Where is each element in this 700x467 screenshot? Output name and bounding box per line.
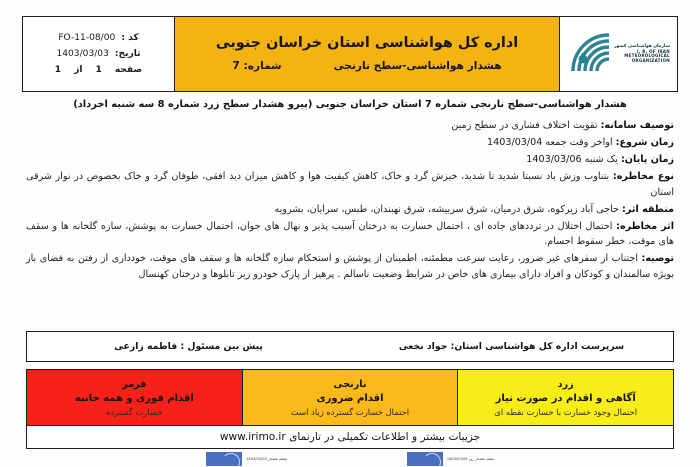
field-label: نوع مخاطره: (612, 171, 674, 183)
field-value: تقویت اختلاف فشاری در سطح زمین (451, 120, 598, 131)
field-system-description (26, 118, 674, 134)
page-of-label: از (74, 65, 83, 75)
irimo-website-link[interactable]: www.irimo.ir (219, 431, 286, 443)
director-signature: سرپرست اداره کل هواشناسی استان: جواد نخعی (398, 341, 625, 352)
field-hazard-type (26, 169, 674, 200)
thumbnail-caption: نقشه هشدار روز 1403/03/04 (446, 457, 494, 461)
warning-body (26, 99, 674, 284)
page-current: 1 (95, 65, 102, 75)
organization-title: اداره کل هواشناسی استان خراسان جنوبی (215, 34, 519, 51)
warning-number-value: 7 (232, 59, 240, 72)
document-code-label: کد : (121, 33, 139, 43)
field-label: زمان شروع: (615, 137, 674, 149)
header-title-cell (175, 17, 559, 91)
footer-note (220, 431, 480, 443)
thumbnail-caption: نقشه هشدار 1403/03/03 (246, 457, 287, 461)
header-meta-cell (23, 17, 175, 91)
logo-en-line3: ORGANIZATION (631, 57, 670, 63)
field-value: بتناوب وزش باد نسبتا شدید تا شدید، خیزش گرد و خاک، کاهش کیفیت هوا و کاهش میزان دید افقی، طوفان گرد و خاک بخصوص در نوار شرقی استان (26, 171, 674, 198)
level-yellow (458, 370, 673, 425)
document-date-line (56, 49, 140, 59)
footer-bar (26, 426, 674, 449)
document-header (22, 16, 678, 92)
field-hazard-impact (26, 219, 674, 250)
document-date-value: 1403/03/03 (56, 49, 109, 59)
meteorological-organization-icon (567, 29, 613, 79)
field-label: منطقه اثر: (622, 203, 674, 215)
level-description: خسارت گسترده (106, 406, 163, 417)
field-label: توصیف سامانه: (600, 120, 674, 131)
warning-level-legend (26, 369, 674, 426)
thumbnail-item[interactable] (407, 452, 494, 466)
level-name: قرمز (122, 378, 147, 390)
field-affected-area (26, 202, 674, 218)
field-value: احتمال اختلال در ترددهای جاده ای ، احتمال خسارت به درختان آسیب پذیر و نهال های جوان، احتمال خسارت به پوشش، سازه گلخانه ها و سقف های موقت، خطر سقوط اجسام. (26, 220, 674, 248)
level-name: نارنجی (333, 378, 367, 390)
level-name: زرد (557, 378, 574, 390)
document-code-value: FO-11-08/00 (58, 33, 116, 43)
logo-fa-name: سازمان هواشناسی کشور (614, 43, 670, 49)
field-recommendations (26, 251, 674, 282)
warning-map-thumbnail-icon (206, 452, 242, 466)
field-label: توصیه: (641, 253, 674, 265)
footer-thumbnails (26, 452, 674, 467)
level-orange (243, 370, 459, 425)
level-action: اقدام ضروری (316, 392, 384, 404)
warning-number-label: شماره: (243, 59, 282, 72)
header-logo-cell (559, 17, 677, 91)
level-description: احتمال وجود خسارت با خسارت نقطه ای (494, 406, 638, 417)
field-value: یک شنبه 1403/03/06 (526, 154, 618, 166)
thumbnail-item[interactable] (206, 452, 287, 466)
logo-en-line1: I. R. OF IRAN (636, 48, 670, 54)
organization-logo (567, 29, 670, 79)
field-value: اجتناب از سفرهای غیر ضرور، رعایت سرعت مطمئنه، اطمینان از پوشش و استحکام سازه گلخانه ها و سقف های موقت، خودداری از رفتن به فضای باز بویژه سالمندان و کودکان و افراد دارای بیماری های خاص در شرایط وضعیت ناسالم . پرهیز از پارک خودرو زیر تابلوها و درختان کهنسال (26, 253, 674, 280)
page-total: 1 (54, 65, 62, 75)
warning-headline: هشدار هواشناسی-سطح نارنجی شماره 7 استان خراسان جنوبی (پیرو هشدار سطح زرد شماره 8 سه شنبه اخرداد) (73, 99, 627, 110)
page-label: صفحه (114, 65, 143, 75)
field-start-time (26, 135, 674, 151)
warning-type-label: هشدار هواشناسی-سطح نارنجی (333, 59, 502, 72)
field-label: اثر مخاطره: (616, 220, 674, 232)
level-action: اقدام فوری و همه جانبه (74, 392, 194, 404)
document-code-line (58, 33, 138, 43)
document-date-label: تاریخ: (114, 49, 141, 59)
forecaster-signature: پیش بین مسئول : فاطمه زارعی (114, 341, 263, 352)
logo-en-line2: METEOROLOGICAL (624, 53, 670, 59)
field-value: حاجی آباد زیرکوه، شرق درمیان، شرق سربیشه، شرق نهبندان، طبس، سرایان، بشرویه (274, 203, 619, 215)
warning-number (232, 60, 281, 72)
signature-box (26, 331, 674, 362)
level-description: احتمال خسارت گسترده زیاد است (290, 406, 410, 417)
field-label: زمان پایان: (620, 154, 674, 166)
level-action: آگاهی و اقدام در صورت نیاز (495, 392, 636, 404)
logo-text (614, 45, 670, 64)
document-page-line (55, 65, 142, 75)
warning-map-thumbnail-icon (407, 452, 443, 466)
field-value: اواخر وقت جمعه 1403/03/04 (487, 137, 613, 149)
field-end-time (26, 152, 674, 168)
footer-note-text: جزییات بیشتر و اطلاعات تکمیلی در تارنمای (289, 431, 481, 443)
level-red (27, 370, 243, 425)
header-subtitle-row (189, 60, 545, 72)
